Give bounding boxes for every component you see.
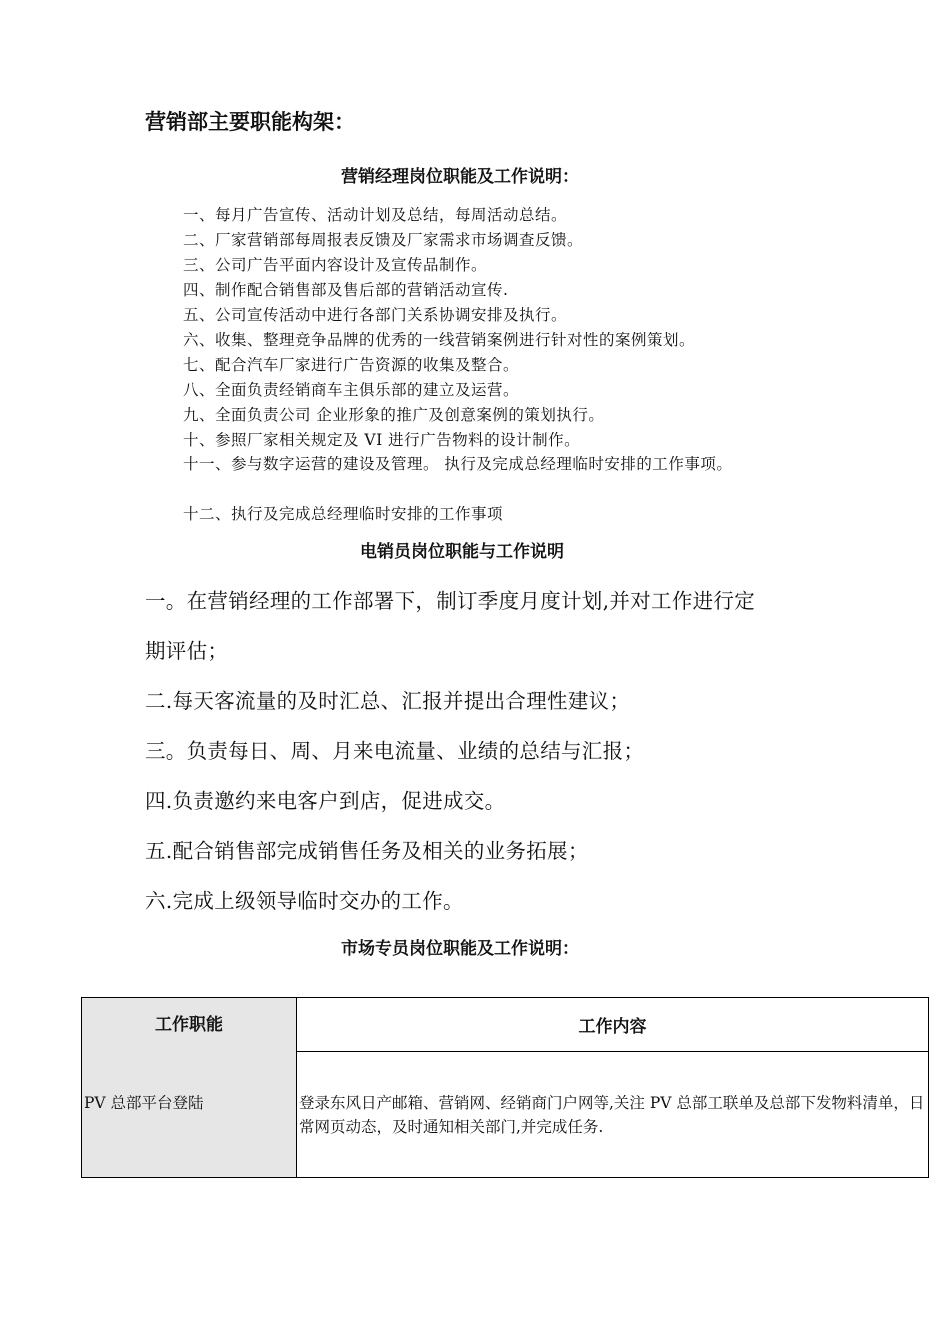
telesales-item: 一。在营销经理的工作部署下，制订季度月度计划,并对工作进行定 xyxy=(145,589,756,613)
telesales-item: 四.负责邀约来电客户到店，促进成交。 xyxy=(145,789,506,813)
manager-item: 三、公司广告平面内容设计及宣传品制作。 xyxy=(183,256,488,274)
table-cell-content: 登录东风日产邮箱、营销网、经销商门户网等,关注 PV 总部工联单及总部下发物料清单，日常网页动态，及时通知相关部门,并完成任务. xyxy=(297,1052,929,1178)
page-title: 营销部主要职能构架： xyxy=(145,110,355,134)
table-header-row xyxy=(82,998,929,1052)
manager-item: 十、参照厂家相关规定及 VI 进行广告物料的设计制作。 xyxy=(183,431,581,449)
market-heading: 市场专员岗位职能及工作说明： xyxy=(341,939,579,959)
table-function-column xyxy=(82,998,297,1178)
manager-item: 七、配合汽车厂家进行广告资源的收集及整合。 xyxy=(183,356,520,374)
telesales-item: 三。负责每日、周、月来电流量、业绩的总结与汇报； xyxy=(145,739,645,763)
manager-item: 十一、参与数字运营的建设及管理。 执行及完成总经理临时安排的工作事项。 xyxy=(183,455,733,473)
table-header-function: 工作职能 xyxy=(155,1015,223,1035)
telesales-item: 二.每天客流量的及时汇总、汇报并提出合理性建议； xyxy=(145,689,631,713)
manager-item: 九、全面负责公司 企业形象的推广及创意案例的策划执行。 xyxy=(183,406,605,424)
telesales-heading: 电销员岗位职能与工作说明 xyxy=(360,542,564,562)
manager-item: 二、厂家营销部每周报表反馈及厂家需求市场调查反馈。 xyxy=(183,231,584,249)
manager-item: 四、制作配合销售部及售后部的营销活动宣传. xyxy=(183,281,509,299)
manager-item: 一、每月广告宣传、活动计划及总结，每周活动总结。 xyxy=(183,206,568,224)
table-header-content: 工作内容 xyxy=(297,998,929,1052)
table-cell-function: PV 总部平台登陆 xyxy=(84,1094,204,1112)
manager-item: 八、全面负责经销商车主俱乐部的建立及运营。 xyxy=(183,381,520,399)
telesales-item: 六.完成上级领导临时交办的工作。 xyxy=(145,889,464,913)
manager-item: 六、收集、整理竞争品牌的优秀的一线营销案例进行针对性的案例策划。 xyxy=(183,331,696,349)
manager-item: 十二、执行及完成总经理临时安排的工作事项 xyxy=(183,505,504,523)
duties-table xyxy=(81,997,929,1178)
manager-heading: 营销经理岗位职能及工作说明： xyxy=(341,167,579,187)
telesales-item: 五.配合销售部完成销售任务及相关的业务拓展； xyxy=(145,839,589,863)
manager-item: 五、公司宣传活动中进行各部门关系协调安排及执行。 xyxy=(183,306,568,324)
telesales-item: 期评估； xyxy=(145,639,229,663)
